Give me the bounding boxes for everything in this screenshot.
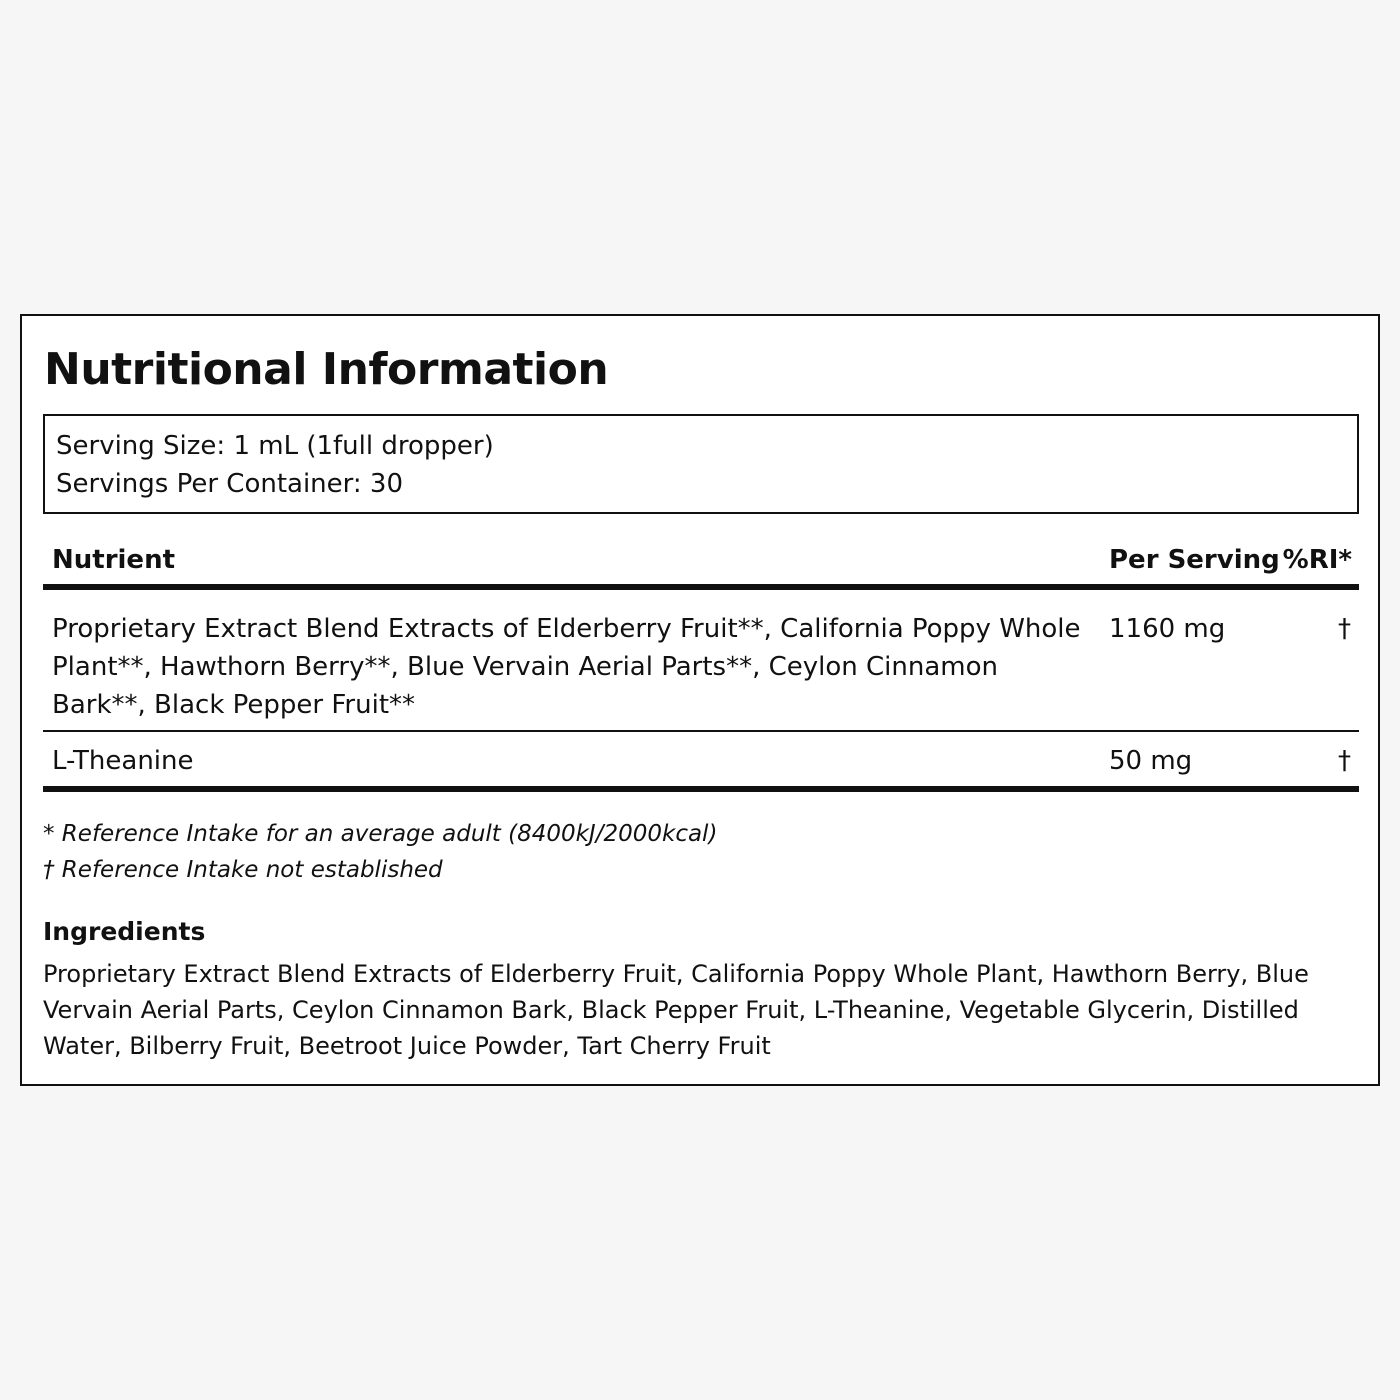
nutrient-amount: 50 mg xyxy=(1109,746,1193,776)
serving-info-box xyxy=(43,414,1359,514)
serving-size: Serving Size: 1 mL (1full dropper) xyxy=(56,431,494,461)
ingredients-list: Proprietary Extract Blend Extracts of Elderberry Fruit, California Poppy Whole Plant, Hawthorn Berry, Blue Vervain Aerial Parts, Ceylon Cinnamon Bark, Black Pepper Fruit, L-Theanine, Vegetable Glycerin, Distilled Water, Bilberry Fruit, Beetroot Juice Powder, Tart Cherry Fruit xyxy=(43,960,1309,1060)
page-title: Nutritional Information xyxy=(44,344,609,395)
footnote-not-established: † Reference Intake not established xyxy=(43,857,443,883)
nutrient-ri: † xyxy=(1338,746,1351,776)
table-row xyxy=(43,610,1359,730)
nutrition-label-panel xyxy=(20,314,1380,1086)
nutrient-name: L-Theanine xyxy=(52,746,194,776)
column-header-per-serving: Per Serving xyxy=(1109,545,1280,575)
nutrient-name: Proprietary Extract Blend Extracts of Elderberry Fruit**, California Poppy Whole Plant**, Hawthorn Berry**, Blue Vervain Aerial Parts**, Ceylon Cinnamon Bark**, Black Pepper Fruit** xyxy=(52,614,1081,720)
nutrient-ri: † xyxy=(1338,614,1351,644)
column-header-nutrient: Nutrient xyxy=(52,545,176,575)
column-header-ri: %RI* xyxy=(1282,545,1352,575)
servings-per-container: Servings Per Container: 30 xyxy=(56,469,404,499)
table-bottom-divider xyxy=(43,786,1359,792)
ingredients-heading: Ingredients xyxy=(43,917,206,946)
header-divider xyxy=(43,584,1359,590)
nutrient-amount: 1160 mg xyxy=(1109,614,1226,644)
row-divider xyxy=(43,730,1359,732)
nutrient-table-header xyxy=(43,540,1359,580)
table-row xyxy=(43,742,1359,782)
footnote-reference-intake: * Reference Intake for an average adult (8400kJ/2000kcal) xyxy=(43,821,718,847)
